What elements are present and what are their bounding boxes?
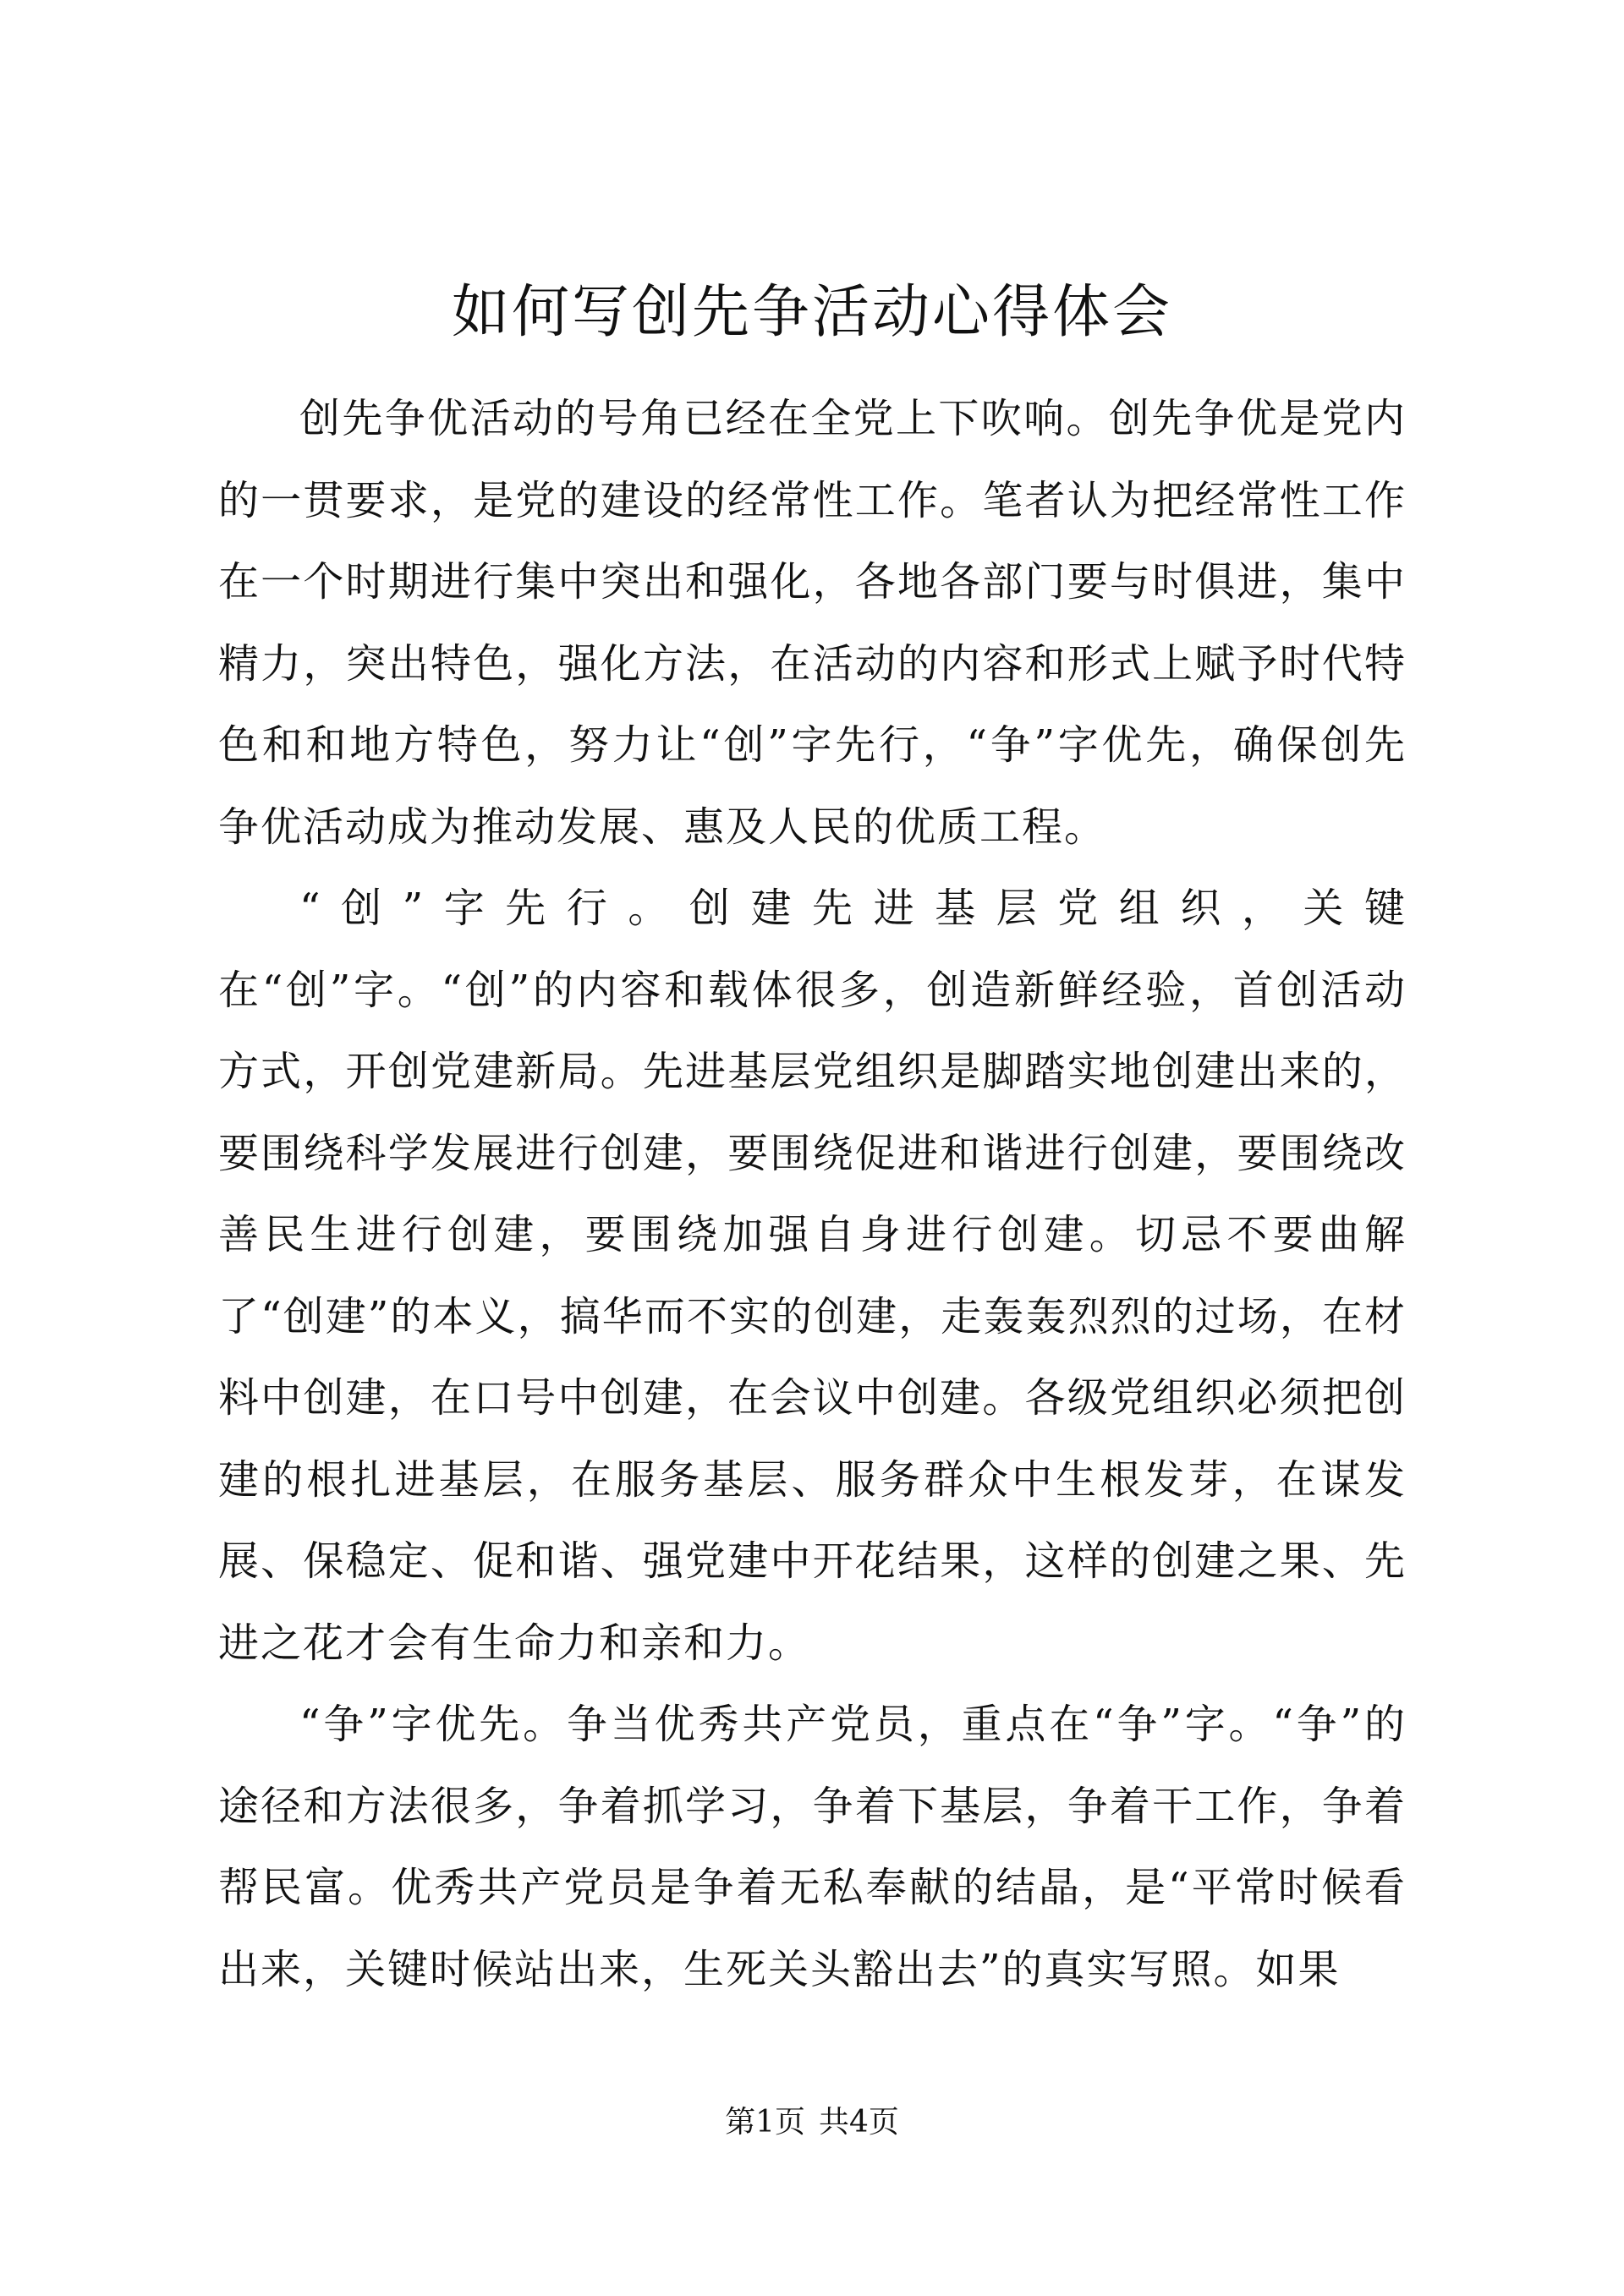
- page-footer: [0, 2101, 1624, 2144]
- document-body: [218, 378, 1407, 2010]
- page-total: 共4页: [819, 2105, 899, 2140]
- document-title: 如何写创先争活动心得体会: [451, 279, 1172, 346]
- paragraph-zheng: “争”字优先。争当优秀共产党员，重点在“争”字。“争”的途径和方法很多，争着抓学习，争着下基层，争着干工作，争着帮民富。优秀共产党员是争着无私奉献的结晶，是“平常时候看出来，关键时候站出来，生死关头豁出去”的真实写照。如果: [218, 1701, 1407, 1993]
- page-number: 第1页: [725, 2105, 805, 2140]
- paragraph-chuang: “创”字先行。创建先进基层党组织，关键在“创”字。“创”的内容和载体很多，创造新鲜经验，首创活动方式，开创党建新局。先进基层党组织是脚踏实地创建出来的，要围绕科学发展进行创建，要围绕促进和谐进行创建，要围绕改善民生进行创建，要围绕加强自身进行创建。切忌不要曲解了“创建”的本义，搞华而不实的创建，走轰轰烈烈的过场，在材料中创建，在口号中创建，在会议中创建。各级党组织必须把创建的根扎进基层，在服务基层、服务群众中生根发芽，在谋发展、保稳定、促和谐、强党建中开花结果，这样的创建之果、先进之花才会有生命力和亲和力。: [218, 885, 1407, 1667]
- paragraph-intro: 创先争优活动的号角已经在全党上下吹响。创先争优是党内的一贯要求，是党的建设的经常性工作。笔者认为把经常性工作在一个时期进行集中突出和强化，各地各部门要与时俱进，集中精力，突出特色，强化方法，在活动的内容和形式上赋予时代特色和和地方特色，努力让“创”字先行，“争”字优先，确保创先争优活动成为推动发展、惠及人民的优质工程。: [218, 395, 1407, 851]
